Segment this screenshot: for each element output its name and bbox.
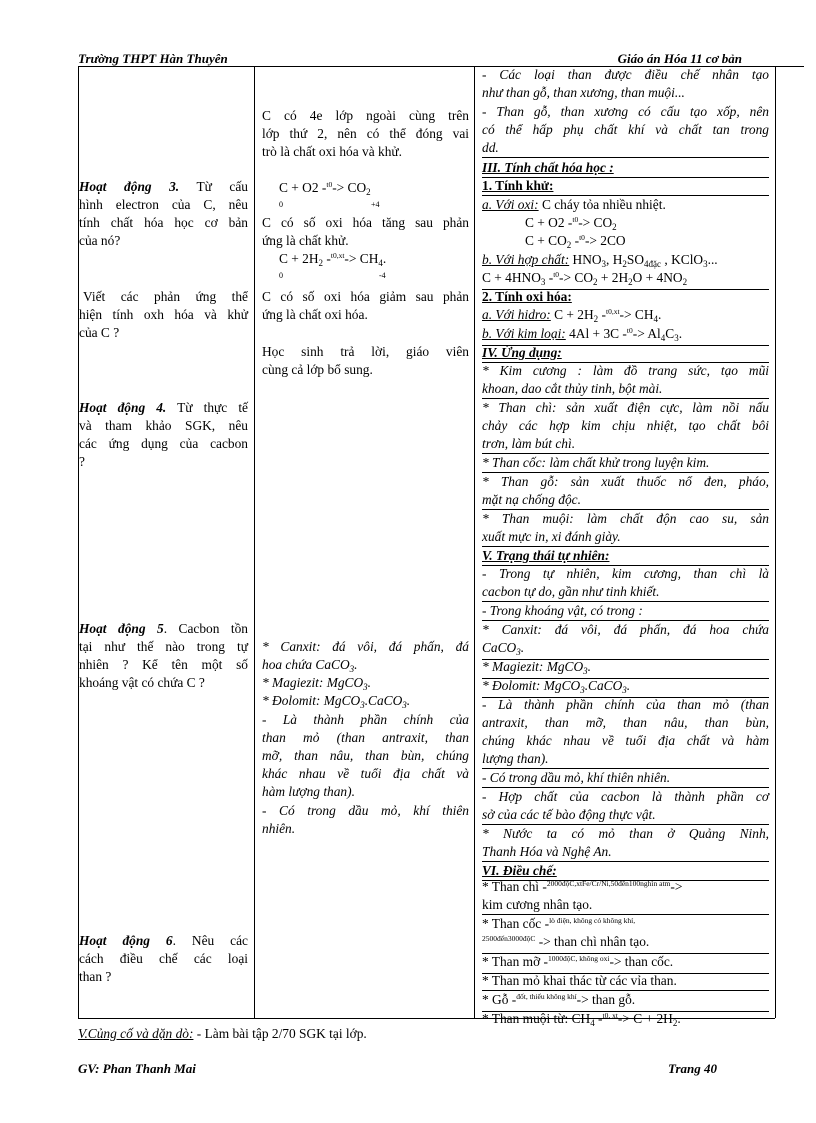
oxidation-state-minus4: -4 xyxy=(379,271,386,280)
charcoal-use-line-2: mặt nạ chống độc. xyxy=(482,491,769,510)
graphite-to-diamond-line-2: kim cương nhân tạo. xyxy=(482,896,769,915)
oxidation-state-plus4: +4 xyxy=(371,200,380,209)
equation-nitric-acid: $C + 4HNO_3$ $-^{t0}-> CO_2 + 2H_2O + 4NO_2$ xyxy=(482,269,769,290)
activity-3-line-3: tính chất hóa học cơ bản xyxy=(79,215,248,230)
graphite-to-diamond-line-1: * Than chì -$^{2000độC,xtFe/Cr/Ni,50đến100nghìn atm}$-> xyxy=(482,879,683,894)
subsection-reducing: 1. Tính khử: xyxy=(482,177,769,196)
minerals-intro-line: - Trong khoáng vật, có trong : xyxy=(482,602,769,621)
school-name: Trường THPT Hàn Thuyên xyxy=(78,51,228,66)
activity-3-line-2: hình electron của C, nêu xyxy=(79,197,248,212)
carbon-black-prep-line: * Than muội từ: $CH_4$ $-^{t0, xt}-> C + 2H_2$. xyxy=(482,1011,681,1028)
porous-carbon-line-1: - Than gỗ, than xương có cấu tạo xốp, nên xyxy=(482,104,769,119)
reaction-question-line-2: hiện tính oxh hóa và khử xyxy=(79,307,248,322)
content-column xyxy=(474,66,776,1028)
page-header xyxy=(78,50,804,67)
teacher-name: GV: Phan Thanh Mai xyxy=(78,1061,196,1076)
mineral-dolomite: * Đolomit: MgCO$_3$.CaCO$_3$. xyxy=(262,693,411,710)
with-oxygen-line: a. Với oxi: C cháy tỏa nhiều nhiệt. xyxy=(482,197,666,212)
activity-5-line-1: Hoạt động 5. Cacbon tồn xyxy=(79,621,249,636)
with-compounds-line: b. Với hợp chất: $HNO_3$, $H_2SO_{4đặc}$ , KClO$_3$... xyxy=(482,252,718,269)
with-hydrogen-line: a. Với hidro: $C + 2H_2$ $-^{t0,xt}-> CH_4$. xyxy=(482,307,662,324)
activity-3-line-1: Hoạt động 3. Từ cấu xyxy=(79,179,248,194)
activity-4-line-3: các ứng dụng của cacbon xyxy=(79,436,248,451)
coal-component-line-3: mỡ, than nâu, than bùn, chúng xyxy=(262,748,469,763)
magnesite-line: * Magiezit: MgCO$_3$. xyxy=(482,658,769,679)
reducing-agent-line-1: C có số oxi hóa tăng sau phản xyxy=(262,215,469,230)
mineral-calcite-line-1: * Canxit: đá vôi, đá phấn, đá xyxy=(262,639,469,654)
coal-component-line-1: - Là thành phần chính của xyxy=(262,712,469,727)
organic-carbon-line-1: - Hợp chất của cacbon là thành phần cơ xyxy=(482,789,769,804)
coke-use-line: * Than cốc: làm chất khử trong luyện kim. xyxy=(482,454,769,473)
coal-component-line-4: khác nhau về tuổi địa chất và xyxy=(262,766,469,781)
reaction-question-line-3: của C ? xyxy=(79,325,120,340)
closing-line: V.Củng cố và dặn dò: - Làm bài tập 2/70 SGK tại lớp. xyxy=(78,1026,367,1041)
section-natural-state: V. Trạng thái tự nhiên: xyxy=(482,547,769,566)
activity-3-line-4: của nó? xyxy=(79,233,121,248)
graphite-use-line-2: chảy các hợp kim chịu nhiệt, tạo chất bôi xyxy=(482,418,769,433)
oxidation-state-0b: 0 xyxy=(279,271,283,280)
coal-component-line-5: hàm lượng than). xyxy=(262,784,355,799)
carbon-black-use-line-1: * Than muội: làm chất độn cao su, sản xyxy=(482,511,769,526)
activity-5-line-4: khoáng vật có chứa C ? xyxy=(79,675,205,690)
activity-5-line-3: nhiên ? Kể tên một số xyxy=(79,657,248,672)
petroleum-line-1: - Có trong dầu mỏ, khí thiên xyxy=(262,803,469,818)
activity-4-line-4: ? xyxy=(79,454,85,469)
activity-6-line-2: cách điều chế các loại xyxy=(79,951,248,966)
carbon-black-use-line-2: xuất mực in, xi đánh giày. xyxy=(482,528,769,547)
mineral-calcite-line-2: hoa chứa CaCO$_3$. xyxy=(262,657,358,674)
petroleum-line-2: nhiên. xyxy=(262,821,296,836)
free-carbon-line-1: - Trong tự nhiên, kim cương, than chì là xyxy=(482,566,769,581)
equation-oxygen-1: C + O2 $-^{t0}-> CO_2$ xyxy=(525,215,617,232)
reducing-agent-line-2: ứng là chất khử. xyxy=(262,233,349,248)
equation-c-h2: $C + 2H_2$ $-^{t0,xt}-> CH_4$. xyxy=(279,251,387,268)
page-number: Trang 40 xyxy=(668,1061,717,1076)
electron-config-line-1: C có 4e lớp ngoài cùng trên xyxy=(262,108,469,123)
student-column xyxy=(254,66,475,1018)
section-preparation: VI. Điều chế: xyxy=(482,862,769,881)
section-chemical-properties: III. Tính chất hóa học : xyxy=(482,159,769,178)
equation-c-o2: C + O2 $-^{t0}-> CO_2$ xyxy=(279,180,371,197)
coke-to-graphite-line-2: $^{2500đến3000độC}$ -> than chì nhân tạo. xyxy=(482,933,769,954)
mined-coal-line: * Than mỏ khai thác từ các vỉa than. xyxy=(482,972,769,991)
mineral-magnesite: * Magiezit: MgCO$_3$. xyxy=(262,675,372,692)
oxidizing-agent-line-2: ứng là chất oxi hóa. xyxy=(262,307,368,322)
activity-4-line-1: Hoạt động 4. Từ thực tế xyxy=(79,400,248,415)
coal-mines-line-2: Thanh Hóa và Nghệ An. xyxy=(482,843,769,862)
graphite-use-line-3: trơn, làm bút chì. xyxy=(482,435,769,454)
oil-gas-line: - Có trong dầu mỏ, khí thiên nhiên. xyxy=(482,769,769,788)
organic-carbon-line-2: sở của các tế bào động thực vật. xyxy=(482,806,769,825)
coal-types-line-4: lượng than). xyxy=(482,750,769,769)
artificial-carbon-line-1: - Các loại than được điều chế nhân tạo xyxy=(482,67,769,82)
table-bottom-border xyxy=(78,1018,775,1019)
electron-config-line-2: lớp thứ 2, nên có thể đóng vai xyxy=(262,126,469,141)
activity-6-line-3: than ? xyxy=(79,969,112,984)
activity-5-line-2: tại như thế nào trong tự xyxy=(79,639,248,654)
activity-6-line-1: Hoạt động 6. Nêu các xyxy=(79,933,249,948)
calcite-line-2: CaCO$_3$. xyxy=(482,639,769,660)
coke-to-graphite-line-1: * Than cốc -$^{lò điện, không có không khí,}$ xyxy=(482,916,636,931)
oxidation-state-0: 0 xyxy=(279,200,283,209)
discussion-line-2: cùng cả lớp bổ sung. xyxy=(262,362,373,377)
coal-mines-line-1: * Nước ta có mỏ than ở Quảng Ninh, xyxy=(482,826,769,841)
subject-title: Giáo án Hóa 11 cơ bản xyxy=(617,51,742,66)
activity-4-line-2: và tham khảo SGK, nêu xyxy=(79,418,248,433)
free-carbon-line-2: cacbon tự do, gần như tinh khiết. xyxy=(482,583,769,602)
dolomite-line: * Đolomit: MgCO$_3$.CaCO$_3$. xyxy=(482,677,769,698)
wood-to-charcoal-line: * Gỗ -$^{đốt, thiếu không khí}$-> than gỗ. xyxy=(482,991,769,1012)
subsection-oxidizing: 2. Tính oxi hóa: xyxy=(482,289,572,304)
diamond-use-line-1: * Kim cương : làm đồ trang sức, tạo mũi xyxy=(482,363,769,378)
coal-types-line-1: - Là thành phần chính của than mỏ (than xyxy=(482,697,769,712)
electron-config-line-3: trò là chất oxi hóa và khử. xyxy=(262,144,403,159)
porous-carbon-line-2: có thể hấp phụ chất khí và chất tan trong xyxy=(482,122,769,137)
reaction-question-line-1: Viết các phản ứng thể xyxy=(83,289,248,304)
activity-column xyxy=(78,66,255,1018)
artificial-carbon-line-2: như than gỗ, than xương, than muội... xyxy=(482,85,685,100)
porous-carbon-line-3: dd. xyxy=(482,139,769,158)
equation-oxygen-2: $C + CO_2$ -$^{t0}$-> 2CO xyxy=(525,233,626,250)
oxidizing-agent-line-1: C có số oxi hóa giảm sau phản xyxy=(262,289,469,304)
coal-component-line-2: than mỏ (than antraxit, than xyxy=(262,730,469,745)
discussion-line-1: Học sinh trả lời, giáo viên xyxy=(262,344,469,359)
diamond-use-line-2: khoan, dao cắt thủy tinh, bột mài. xyxy=(482,380,769,399)
fat-coal-to-coke-line: * Than mỡ -$^{1000độC, không oxi}$-> than cốc. xyxy=(482,953,769,974)
charcoal-use-line-1: * Than gỗ: sản xuất thuốc nổ đen, pháo, xyxy=(482,474,769,489)
coal-types-line-2: antraxit, than mỡ, than nâu, than bùn, xyxy=(482,715,769,730)
section-applications: IV. Ứng dụng: xyxy=(482,344,769,363)
with-metal-line: b. Với kim loại: 4Al + 3C $-^{t0}-> Al_4C_3$. xyxy=(482,325,769,346)
graphite-use-line-1: * Than chì: sản xuất điện cực, làm nồi nấu xyxy=(482,400,769,415)
coal-types-line-3: chúng khác nhau về tuổi địa chất và hàm xyxy=(482,733,769,748)
calcite-line-1: * Canxit: đá vôi, đá phấn, đá hoa chứa xyxy=(482,622,769,637)
